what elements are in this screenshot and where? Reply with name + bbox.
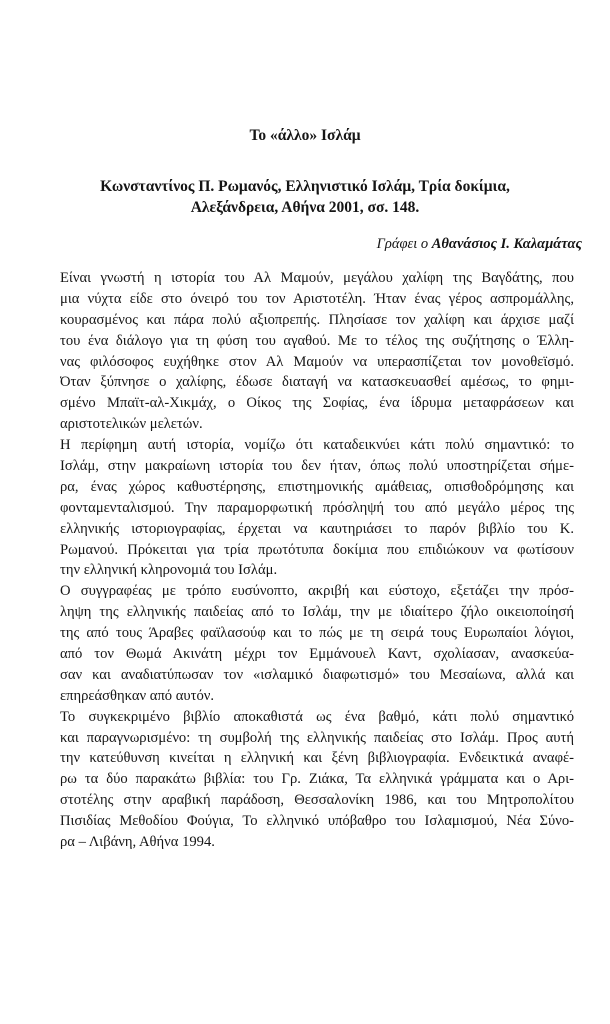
- text-line: από τον Θωμά Ακινάτη μέχρι τον Εμμάνουελ Καντ, σχολίασαν, ανασκεύα-: [60, 646, 574, 663]
- author-byline: [377, 235, 582, 253]
- book-citation: [0, 176, 610, 218]
- author-name: Αθανάσιος Ι. Καλαμάτας: [431, 236, 582, 252]
- author-prefix: Γράφει ο: [376, 236, 432, 252]
- text-line: σμένο Μπαϊτ-αλ-Χικμάχ, ο Οίκος της Σοφίας, ένα ίδρυμα μεταφράσεων και: [60, 395, 574, 412]
- text-line: Ισλάμ, στην μακραίωνη ιστορία του δεν ήταν, όπως πολύ υποστηρίζεται σήμε-: [60, 458, 574, 475]
- text-line: Το συγκεκριμένο βιβλίο αποκαθιστά ως ένα βαθμό, κάτι πολύ σημαντικό: [60, 708, 574, 725]
- text-line: και παραγνωρισμένο: τη συμβολή της ελληνικής παιδείας στο Ισλάμ. Προς αυτή: [60, 729, 574, 746]
- text-line: στοτέλης στην αραβική παράδοση, Θεσσαλονίκη 1986, και του Μητροπολίτου: [60, 792, 574, 809]
- text-line: μια νύχτα είδε στο όνειρό του τον Αριστοτέλη. Ήταν ένας γέρος ασπρομάλλης,: [60, 290, 574, 307]
- text-line: Όταν ξύπνησε ο χαλίφης, έδωσε διαταγή να κατασκευασθεί αμέσως, το φημι-: [60, 374, 574, 391]
- text-line: κουρασμένος και πάρα πολύ αξιοπρεπής. Πλησίασε τον χαλίφη και άρχισε μαζί: [60, 311, 574, 328]
- article-title: Το «άλλο» Ισλάμ: [249, 127, 361, 144]
- text-line: ρα – Λιβάνη, Αθήνα 1994.: [60, 834, 215, 851]
- text-line: ρα, ένας χώρος καθυστέρησης, επιστημονικής αμάθειας, οπισθοδρόμησης και: [60, 478, 574, 495]
- text-line: της από τους Άραβες φαϊλασούφ και το πώς με τη σειρά τους Ευρωπαίοι λόγιοι,: [60, 625, 574, 642]
- text-line: ρω τα δύο παρακάτω βιβλία: του Γρ. Ζιάκα, Τα ελληνικά γράμματα και ο Αρι-: [60, 771, 574, 788]
- paragraph: [60, 707, 574, 853]
- text-line: επηρεάσθηκαν από αυτόν.: [60, 687, 215, 704]
- text-line: Η περίφημη αυτή ιστορία, νομίζω ότι καταδεικνύει κάτι πολύ σημαντικό: το: [60, 437, 574, 454]
- text-line: Πισιδίας Μεθοδίου Φούγια, Το ελληνικό υπόβαθρο του Ισλαμισμού, Νέα Σύνο-: [60, 813, 574, 830]
- paragraph: [60, 581, 574, 706]
- book-citation-line-2: Αλεξάνδρεια, Αθήνα 2001, σσ. 148.: [190, 199, 420, 216]
- text-line: Ρωμανού. Πρόκειται για τρία πρωτότυπα δοκίμια που επιδιώκουν να φωτίσουν: [60, 541, 574, 558]
- text-line: σαν και αναδιατύπωσαν τον «ισλαμικό διαφωτισμό» του Μεσαίωνα, αλλά και: [60, 666, 574, 683]
- paragraph: [60, 435, 574, 581]
- text-line: την ελληνική κληρονομιά του Ισλάμ.: [60, 562, 278, 579]
- text-line: του ένα διάλογο για τη φύση του αγαθού. Με το τέλος της συζήτησης ο Έλλη-: [60, 332, 574, 349]
- text-line: την κατεύθυνση κινείται η ελληνική και ξένη βιβλιογραφία. Ενδεικτικά αναφέ-: [60, 750, 574, 767]
- text-line: Είναι γνωστή η ιστορία του Αλ Μαμούν, μεγάλου χαλίφη της Βαγδάτης, που: [60, 270, 574, 286]
- text-line: ληψη της ελληνικής παιδείας από το Ισλάμ, την με ιδιαίτερο ζήλο οικειοποίησή: [60, 604, 574, 621]
- paragraph: [60, 268, 574, 435]
- book-citation-line-1: Κωνσταντίνος Π. Ρωμανός, Ελληνιστικό Ισλάμ, Τρία δοκίμια,: [100, 178, 510, 195]
- text-line: Ο συγγραφέας με τρόπο ευσύνοπτο, ακριβή και εύστοχο, εξετάζει την πρόσ-: [60, 583, 574, 600]
- text-line: ελληνικής ιστοριογραφίας, έρχεται να καυτηριάσει το παρόν βιβλίο του Κ.: [60, 520, 574, 537]
- text-line: φονταμενταλισμού. Την παραμορφωτική πρόσληψή του από μεγάλο μέρος της: [60, 499, 574, 516]
- text-line: νας φιλόσοφος ευχήθηκε στον Αλ Μαμούν να υπερασπίζεται τον μονοθεϊσμό.: [60, 353, 574, 370]
- article-body: [60, 268, 574, 853]
- text-line: αριστοτελικών μελετών.: [60, 416, 203, 433]
